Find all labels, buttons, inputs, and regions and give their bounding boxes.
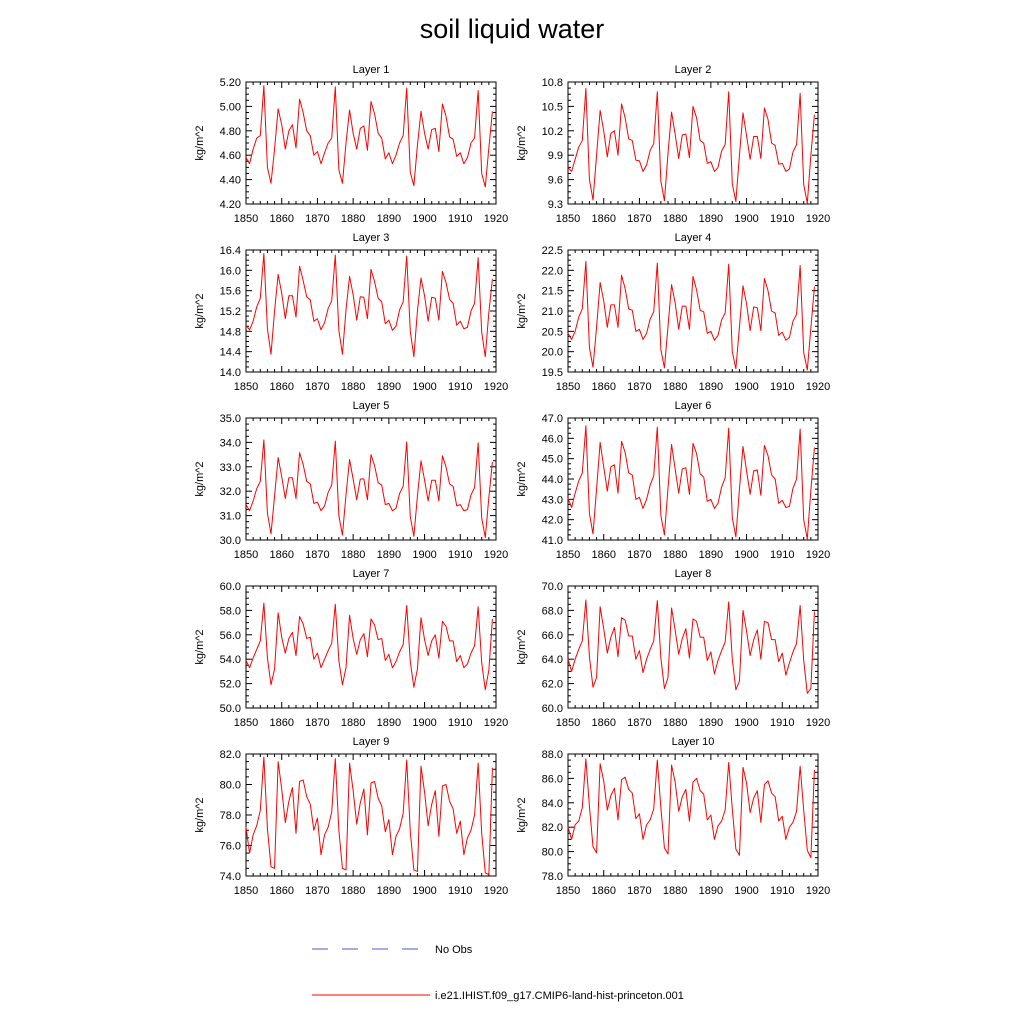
y-axis-label: kg/m^2 <box>194 293 206 329</box>
panel-title: Layer 2 <box>674 64 712 76</box>
x-tick-label: 1880 <box>340 381 366 393</box>
x-tick-label: 1890 <box>698 381 724 393</box>
y-axis-label: kg/m^2 <box>194 629 206 665</box>
x-tick-label: 1850 <box>233 549 259 561</box>
x-tick-label: 1860 <box>269 381 294 393</box>
y-tick-label: 31.0 <box>219 510 241 523</box>
x-tick-label: 1900 <box>734 885 759 897</box>
y-tick-label: 32.0 <box>219 486 241 499</box>
panel-title: Layer 9 <box>352 736 390 748</box>
y-tick-label: 62.0 <box>541 678 563 691</box>
y-tick-label: 20.5 <box>541 326 563 339</box>
x-tick-label: 1870 <box>305 885 330 897</box>
series-line <box>246 603 492 690</box>
x-tick-label: 1880 <box>662 717 688 729</box>
series-line <box>246 254 492 357</box>
y-tick-label: 41.0 <box>541 535 563 547</box>
y-tick-label: 54.0 <box>219 654 241 667</box>
y-tick-label: 9.6 <box>547 174 563 187</box>
y-tick-label: 64.0 <box>541 654 563 667</box>
x-tick-label: 1920 <box>805 717 831 729</box>
y-tick-label: 33.0 <box>219 461 241 474</box>
series-line <box>568 759 814 858</box>
panel-title: Layer 1 <box>352 64 390 76</box>
y-tick-label: 78.0 <box>541 871 563 883</box>
y-tick-label: 16.0 <box>219 265 241 278</box>
y-tick-label: 15.2 <box>219 306 241 318</box>
plot-frame <box>246 754 496 876</box>
y-tick-label: 66.0 <box>541 629 563 642</box>
x-tick-label: 1920 <box>805 381 831 393</box>
y-tick-label: 60.0 <box>219 581 241 593</box>
x-tick-label: 1910 <box>770 549 795 561</box>
page-title: soil liquid water <box>419 14 605 44</box>
x-tick-label: 1890 <box>376 717 402 729</box>
y-tick-label: 15.6 <box>219 285 241 298</box>
chart-panels <box>194 64 830 897</box>
x-tick-label: 1870 <box>627 549 652 561</box>
panel-1 <box>194 64 508 225</box>
y-axis-label: kg/m^2 <box>516 797 528 833</box>
y-tick-label: 50.0 <box>219 703 241 715</box>
x-tick-label: 1880 <box>340 213 366 225</box>
y-tick-label: 10.5 <box>541 101 563 114</box>
y-tick-label: 68.0 <box>541 605 563 618</box>
y-tick-label: 14.4 <box>219 346 241 359</box>
y-tick-label: 56.0 <box>219 629 241 642</box>
x-tick-label: 1880 <box>340 549 366 561</box>
plot-frame <box>568 586 818 708</box>
plot-frame <box>568 754 818 876</box>
x-tick-label: 1900 <box>412 717 437 729</box>
x-tick-label: 1850 <box>555 885 581 897</box>
x-tick-label: 1920 <box>805 885 831 897</box>
x-tick-label: 1860 <box>591 885 616 897</box>
x-tick-label: 1880 <box>662 381 688 393</box>
y-tick-label: 14.8 <box>219 326 241 339</box>
y-tick-label: 82.0 <box>219 749 241 761</box>
x-tick-label: 1880 <box>662 549 688 561</box>
x-tick-label: 1910 <box>448 885 473 897</box>
x-tick-label: 1860 <box>269 549 294 561</box>
y-tick-label: 10.8 <box>541 77 563 89</box>
x-tick-label: 1890 <box>698 885 724 897</box>
y-tick-label: 22.5 <box>541 245 563 257</box>
plot-frame <box>246 82 496 204</box>
panel-5 <box>194 400 508 561</box>
x-tick-label: 1920 <box>483 549 509 561</box>
y-tick-label: 5.20 <box>219 77 241 89</box>
y-tick-label: 20.0 <box>541 346 563 359</box>
x-tick-label: 1850 <box>555 717 581 729</box>
x-tick-label: 1890 <box>698 549 724 561</box>
y-axis-label: kg/m^2 <box>194 797 206 833</box>
x-tick-label: 1900 <box>412 381 437 393</box>
y-tick-label: 35.0 <box>219 413 241 425</box>
y-axis-label: kg/m^2 <box>516 629 528 665</box>
y-tick-label: 19.5 <box>541 367 563 379</box>
panel-title: Layer 5 <box>352 400 390 412</box>
y-tick-label: 10.2 <box>541 125 563 138</box>
y-tick-label: 86.0 <box>541 773 563 786</box>
x-tick-label: 1920 <box>483 717 509 729</box>
panel-title: Layer 8 <box>674 568 712 580</box>
x-tick-label: 1850 <box>555 549 581 561</box>
y-axis-label: kg/m^2 <box>194 125 206 161</box>
y-tick-label: 45.0 <box>541 453 563 466</box>
y-tick-label: 21.0 <box>541 306 563 318</box>
x-tick-label: 1870 <box>627 885 652 897</box>
x-tick-label: 1900 <box>412 885 437 897</box>
y-tick-label: 9.3 <box>547 199 563 211</box>
x-tick-label: 1920 <box>805 213 831 225</box>
x-tick-label: 1860 <box>269 213 294 225</box>
x-tick-label: 1900 <box>412 549 437 561</box>
x-tick-label: 1890 <box>698 717 724 729</box>
y-tick-label: 80.0 <box>219 779 241 792</box>
x-tick-label: 1910 <box>770 381 795 393</box>
y-axis-label: kg/m^2 <box>194 461 206 497</box>
y-tick-label: 76.0 <box>219 840 241 853</box>
x-tick-label: 1910 <box>448 381 473 393</box>
y-tick-label: 60.0 <box>541 703 563 715</box>
y-tick-label: 5.00 <box>219 101 241 114</box>
y-tick-label: 4.60 <box>219 150 241 163</box>
x-tick-label: 1900 <box>734 717 759 729</box>
y-tick-label: 47.0 <box>541 413 563 425</box>
x-tick-label: 1870 <box>305 213 330 225</box>
legend-obs-label: No Obs <box>435 944 473 956</box>
y-tick-label: 14.0 <box>219 367 241 379</box>
y-tick-label: 43.0 <box>541 494 563 507</box>
x-tick-label: 1910 <box>770 213 795 225</box>
y-tick-label: 22.0 <box>541 265 563 278</box>
x-tick-label: 1860 <box>591 213 616 225</box>
y-tick-label: 84.0 <box>541 797 563 810</box>
panel-9 <box>194 736 508 897</box>
x-tick-label: 1880 <box>662 213 688 225</box>
x-tick-label: 1890 <box>698 213 724 225</box>
legend <box>312 944 684 1002</box>
y-tick-label: 4.80 <box>219 125 241 138</box>
y-tick-label: 4.40 <box>219 174 241 187</box>
panel-2 <box>516 64 830 225</box>
series-line <box>246 86 492 187</box>
x-tick-label: 1870 <box>627 381 652 393</box>
panel-8 <box>516 568 830 729</box>
y-tick-label: 30.0 <box>219 535 241 547</box>
panel-10 <box>516 736 830 897</box>
y-tick-label: 16.4 <box>219 245 241 257</box>
x-tick-label: 1900 <box>734 381 759 393</box>
x-tick-label: 1920 <box>483 885 509 897</box>
x-tick-label: 1870 <box>305 381 330 393</box>
y-tick-label: 9.9 <box>547 150 563 163</box>
x-tick-label: 1910 <box>448 213 473 225</box>
x-tick-label: 1910 <box>770 717 795 729</box>
y-tick-label: 74.0 <box>219 871 241 883</box>
panel-title: Layer 10 <box>671 736 715 748</box>
y-tick-label: 44.0 <box>541 474 563 486</box>
series-line <box>568 600 814 693</box>
series-line <box>568 426 814 539</box>
series-line <box>246 440 492 538</box>
x-tick-label: 1910 <box>448 549 473 561</box>
x-tick-label: 1870 <box>627 717 652 729</box>
y-tick-label: 88.0 <box>541 749 563 761</box>
x-tick-label: 1870 <box>627 213 652 225</box>
y-tick-label: 4.20 <box>219 199 241 211</box>
panel-title: Layer 4 <box>674 232 712 244</box>
y-axis-label: kg/m^2 <box>516 125 528 161</box>
x-tick-label: 1860 <box>591 549 616 561</box>
x-tick-label: 1880 <box>340 885 366 897</box>
plot-frame <box>246 250 496 372</box>
panel-title: Layer 3 <box>352 232 390 244</box>
x-tick-label: 1920 <box>483 381 509 393</box>
x-tick-label: 1900 <box>412 213 437 225</box>
x-tick-label: 1870 <box>305 717 330 729</box>
series-line <box>568 89 814 204</box>
x-tick-label: 1920 <box>483 213 509 225</box>
x-tick-label: 1870 <box>305 549 330 561</box>
y-tick-label: 21.5 <box>541 285 563 298</box>
series-line <box>246 757 492 874</box>
x-tick-label: 1850 <box>233 885 259 897</box>
legend-model-label: i.e21.IHIST.f09_g17.CMIP6-land-hist-princeton.001 <box>435 990 684 1002</box>
panel-4 <box>516 232 830 393</box>
x-tick-label: 1920 <box>805 549 831 561</box>
x-tick-label: 1850 <box>555 213 581 225</box>
x-tick-label: 1850 <box>233 717 259 729</box>
y-tick-label: 42.0 <box>541 514 563 527</box>
x-tick-label: 1860 <box>269 717 294 729</box>
x-tick-label: 1850 <box>555 381 581 393</box>
x-tick-label: 1850 <box>233 213 259 225</box>
y-tick-label: 70.0 <box>541 581 563 593</box>
x-tick-label: 1900 <box>734 549 759 561</box>
x-tick-label: 1910 <box>770 885 795 897</box>
y-tick-label: 52.0 <box>219 678 241 691</box>
y-tick-label: 80.0 <box>541 846 563 859</box>
x-tick-label: 1890 <box>376 885 402 897</box>
x-tick-label: 1900 <box>734 213 759 225</box>
y-tick-label: 46.0 <box>541 433 563 446</box>
x-tick-label: 1880 <box>340 717 366 729</box>
panel-7 <box>194 568 508 729</box>
x-tick-label: 1860 <box>591 381 616 393</box>
panel-title: Layer 7 <box>352 568 390 580</box>
x-tick-label: 1850 <box>233 381 259 393</box>
y-tick-label: 58.0 <box>219 605 241 618</box>
x-tick-label: 1890 <box>376 381 402 393</box>
x-tick-label: 1860 <box>591 717 616 729</box>
x-tick-label: 1880 <box>662 885 688 897</box>
x-tick-label: 1910 <box>448 717 473 729</box>
y-axis-label: kg/m^2 <box>516 293 528 329</box>
panel-6 <box>516 400 830 561</box>
y-tick-label: 34.0 <box>219 437 241 450</box>
panel-3 <box>194 232 508 393</box>
series-line <box>568 261 814 370</box>
y-tick-label: 82.0 <box>541 822 563 835</box>
plot-frame <box>246 418 496 540</box>
x-tick-label: 1890 <box>376 549 402 561</box>
x-tick-label: 1890 <box>376 213 402 225</box>
y-axis-label: kg/m^2 <box>516 461 528 497</box>
y-tick-label: 78.0 <box>219 810 241 822</box>
panel-title: Layer 6 <box>674 400 712 412</box>
x-tick-label: 1860 <box>269 885 294 897</box>
